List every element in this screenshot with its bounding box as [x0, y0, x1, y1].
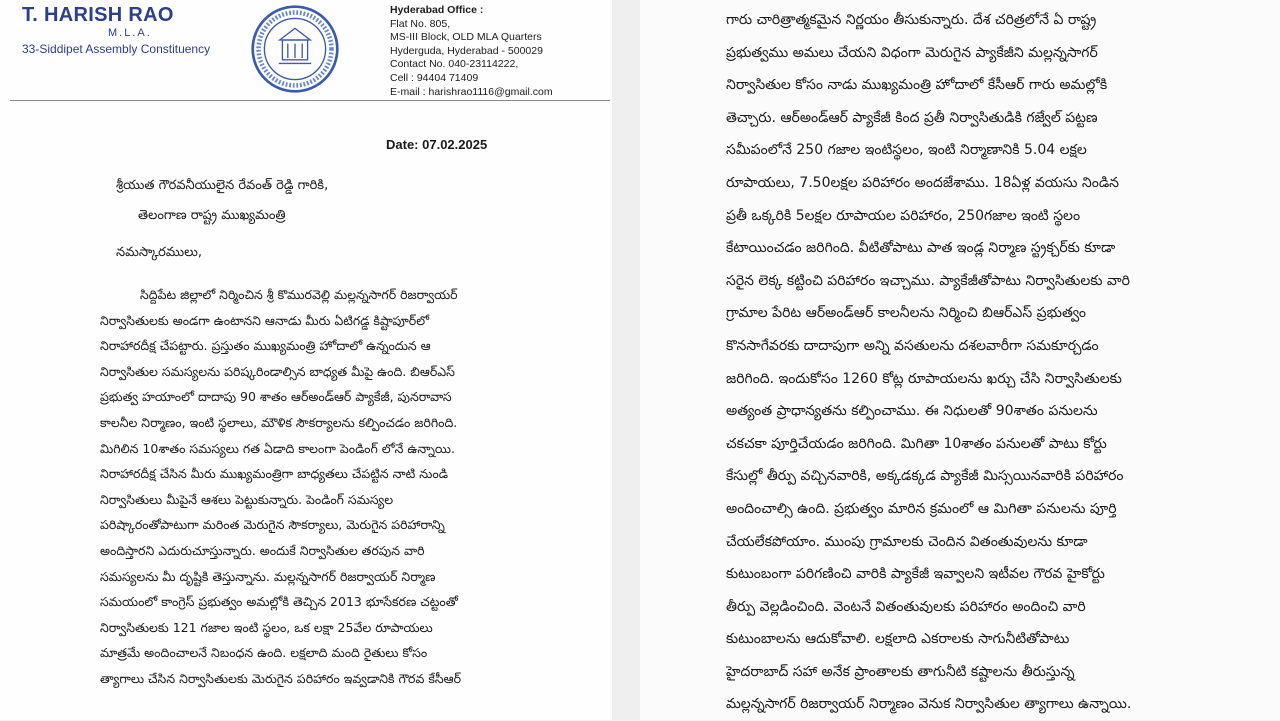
addressee-designation: తెలంగాణ రాష్ట్ర ముఖ్యమంత్రి	[138, 208, 286, 223]
body-line: అత్యంత ప్రాధాన్యతను కల్పించాము. ఈ నిధులతో 90శాతం పనులను	[726, 403, 1098, 420]
body-line: అందించాల్సి ఉంది. ప్రభుత్వం మారిన క్రమంలో ఆ మిగితా పనులను పూర్తి	[726, 500, 1117, 517]
body-line: నిరాహారదీక్ష చేసిన మీరు ముఖ్యమంత్రిగా బాధ్యతలు చేపట్టిన నాటి నుండి	[100, 466, 448, 482]
office-line: MS-III Block, OLD MLA Quarters	[390, 31, 542, 44]
body-line: సమయంలో కాంగ్రెస్ ప్రభుత్వం అమల్లోకి తెచ్చిన 2013 భూసేకరణ చట్టంతో	[100, 594, 458, 610]
body-line: ప్రభుత్వము అమలు చేయని విధంగా మెరుగైన ప్యాకేజీని మల్లన్నసాగర్	[726, 44, 1098, 61]
body-line: నిర్వాసితుల సమస్యలను పరిష్కరిండాల్సిన బాధ్యత మీపై ఉంది. బిఆర్ఎస్	[100, 363, 455, 379]
body-line: నిర్వాసితులకు 121 గజాల ఇంటి స్థలం, ఒక లక్షా 25వేల రూపాయలు	[100, 619, 433, 635]
body-line: నిర్వాసితుల కోసం నాడు ముఖ్యమంత్రి హోదాలో కేసీఆర్ గారు అమల్లోకి	[726, 77, 1108, 94]
body-line: సరైన లెక్క కట్టించి పరిహారం ఇచ్చాము. ప్యాకేజీతోపాటు నిర్వాసితులకు వారి	[726, 272, 1130, 289]
body-line: కుటుంబాలను ఆదుకోవాలి. లక్షలాది ఎకరాలకు సాగునీటితోపాటు	[726, 631, 1070, 648]
body-line: సిద్దిపేట జిల్లాలో నిర్మించిన శ్రీ కొమురవెల్లి మల్లన్నసాగర్ రిజర్వాయర్	[140, 287, 458, 302]
letterhead-constituency: 33-Siddipet Assembly Constituency	[22, 42, 211, 56]
body-line: నిరాహారదీక్ష చేపట్టారు. ప్రస్తుతం ముఖ్యమంత్రి హోదాలో ఉన్నందున ఆ	[100, 338, 431, 354]
office-line: Hyderguda, Hyderabad - 500029	[390, 44, 543, 57]
letter-date: Date: 07.02.2025	[386, 137, 488, 152]
office-heading: Hyderabad Office :	[390, 4, 484, 16]
body-line: తీర్పు వెల్లడించింది. వెంటనే వితంతువులకు పరిహారం అందించి వారి	[726, 598, 1086, 615]
body-line: మల్లన్నసాగర్ రిజర్వాయర్ నిర్మాణం వెనుక నిర్వాసితుల త్యాగాలు ఉన్నాయి.	[726, 696, 1132, 713]
letter-body-left	[100, 282, 508, 692]
office-line: Contact No. 040-23114222,	[390, 58, 519, 71]
office-email: E-mail : harishrao1116@gmail.com	[390, 85, 553, 98]
body-line: పరిష్కారంతోపాటుగా మరింత మెరుగైన సౌకర్యాలు, మెరుగైన పరిహారాన్ని	[100, 517, 445, 533]
office-address	[390, 4, 553, 99]
body-line: తెచ్చారు. ఆర్అండ్ఆర్ ప్యాకేజీ కింద ప్రతీ నిర్వాసితుడికి గజ్వేల్ పట్టణ	[726, 109, 1098, 126]
letterhead-divider	[10, 100, 610, 101]
body-line: సమస్యలను మీ దృష్టికి తెస్తున్నాను. మల్లన్నసాగర్ రిజర్వాయర్ నిర్మాణ	[100, 568, 436, 584]
office-line: Cell : 94404 71409	[390, 71, 479, 84]
legislature-seal-icon	[250, 4, 340, 94]
body-line: త్యాగాలు చేసిన నిర్వాసితులకు మెరుగైన పరిహారం ఇవ్వడానికి గౌరవ కేసీఆర్	[100, 670, 462, 686]
body-line: కేటాయించడం జరిగింది. వీటితోపాటు పాత ఇండ్ల నిర్మాణ స్ట్రక్చర్‌కు కూడా	[726, 240, 1116, 257]
body-line: కాలనీల నిర్మాణం, ఇంటి స్థలాలు, మౌళిక సౌకర్యాలను కల్పించడం జరిగింది.	[100, 414, 458, 430]
body-line: అందిస్తారని ఎదురుచూస్తున్నారు. అందుకే నిర్వాసితుల తరపున వారి	[100, 542, 425, 558]
body-line: జరిగింది. ఇందుకోసం 1260 కోట్ల రూపాయలను ఖర్చు చేసి నిర్వాసితులకు	[726, 370, 1122, 387]
office-line: Flat No. 805,	[390, 17, 451, 30]
salutation: నమస్కారములు,	[116, 245, 202, 260]
body-line: సమీపంలోనే 250 గజాల ఇంటిస్థలం, ఇంటి నిర్మాణానికి 5.04 లక్షల	[726, 142, 1087, 159]
body-line: కుటుంబంగా పరిగణించి వారికి ప్యాకేజీ ఇవ్వాలని ఇటీవల గౌరవ హైకోర్టు	[726, 566, 1105, 583]
letter-body-right	[726, 4, 1201, 721]
body-line: ప్రభుత్వ హయాంలో దాదాపు 90 శాతం ఆర్అండ్ఆర్ ప్యాకేజీ, పునరావాస	[100, 389, 452, 405]
body-line: గ్రామాల పేరిట ఆర్అండ్ఆర్ కాలనీలను నిర్మించి బిఆర్ఎస్ ప్రభుత్వం	[726, 305, 1086, 322]
letter-page-left	[0, 0, 612, 720]
body-line: కొనసాగేవరకు దాదాపుగా అన్ని వసతులను దశలవారీగా సమకూర్చడం	[726, 337, 1099, 354]
letterhead-name: T. HARISH RAO	[22, 4, 174, 26]
body-line: నిర్వాసితులు మీపైనే ఆశలు పెట్టుకున్నారు. పెండింగ్ సమస్యల	[100, 491, 394, 507]
page-gutter	[612, 0, 640, 720]
body-line: గారు చారిత్రాత్మకమైన నిర్ణయం తీసుకున్నారు. దేశ చరిత్రలోనే ఏ రాష్ట్ర	[726, 12, 1097, 28]
body-line: కేసుల్లో తీర్పు వచ్చినవారికి, అక్కడక్కడ ప్యాకేజీ మిస్సయినవారికి పరిహారం	[726, 468, 1124, 485]
body-line: చకచకా పూర్తిచేయడం జరిగింది. మిగితా 10శాతం పనులతో పాటు కోర్టు	[726, 435, 1107, 452]
body-line: రూపాయలు, 7.50లక్షల పరిహారం అందజేశాము. 18ఏళ్ల వయసు నిండిన	[726, 174, 1120, 191]
addressee-line: శ్రీయుత గౌరవనీయులైన రేవంత్ రెడ్డి గారికి,	[116, 178, 329, 193]
body-line: చేయలేకపోయాం. ముంపు గ్రామాలకు చెందిన వితంతువులను కూడా	[726, 533, 1088, 550]
body-line: మిగిలిన 10శాతం సమస్యలు గత ఏడాది కాలంగా పెండింగ్ లోనే ఉన్నాయి.	[100, 440, 455, 456]
body-line: హైదరాబాద్ సహా అనేక ప్రాంతాలకు తాగునీటి కష్టాలను తీరుస్తున్న	[726, 663, 1075, 680]
body-line: నిర్వాసితులకు అండగా ఉంటానని ఆనాడు మీరు ఏటిగడ్డ కిష్టాపూర్‌లో	[100, 312, 430, 328]
body-line: మాత్రమే అందించాలనే నిబంధన ఉంది. లక్షలాది మంది రైతులు కోసం	[100, 645, 428, 661]
body-line: ప్రతీ ఒక్కరికి 5లక్షల రూపాయల పరిహారం, 250గజాల ఇంటి స్థలం	[726, 207, 1081, 224]
letterhead-title: M.L.A.	[108, 27, 152, 39]
